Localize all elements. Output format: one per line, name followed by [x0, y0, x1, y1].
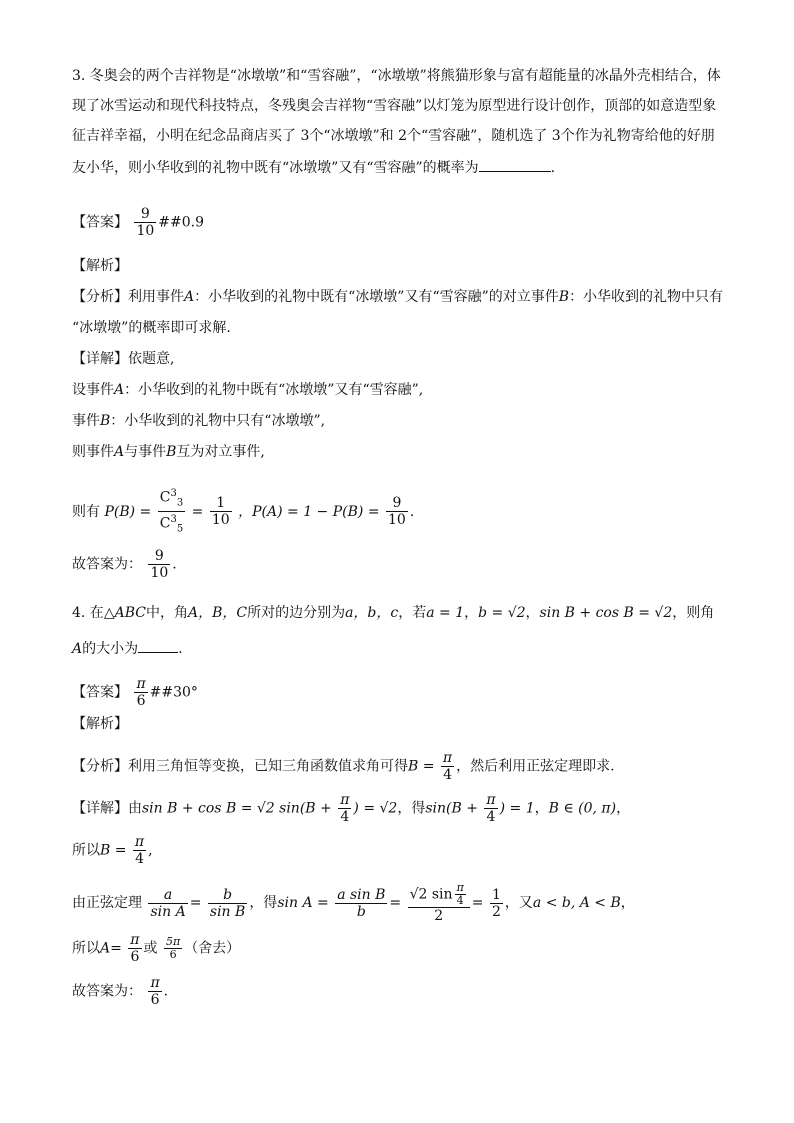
pi-over-6 — [128, 932, 141, 965]
text: 互为对立事件, — [176, 444, 265, 460]
math: ) = √2 — [353, 800, 398, 817]
text: ，若 — [398, 605, 427, 621]
q3-detail-line-1 — [72, 349, 174, 369]
math: sin(B + — [425, 800, 478, 817]
text: 所以 — [72, 940, 100, 957]
c-symbol: C — [159, 516, 171, 533]
text: 所以 — [72, 842, 100, 859]
text: ， — [525, 605, 540, 621]
answer-alt: ##30° — [149, 684, 198, 701]
denominator: 6 — [169, 948, 177, 961]
equals: = — [471, 895, 484, 911]
sub: 3 — [176, 497, 184, 509]
root2-sin-fraction — [408, 882, 470, 924]
pi-over-4 — [441, 750, 454, 783]
text: ，然后利用正弦定理即求. — [456, 758, 615, 775]
text: ，得 — [249, 895, 278, 911]
pi-over-4 — [338, 792, 351, 825]
text: 故答案为： — [72, 983, 142, 1000]
equals: = — [389, 895, 402, 911]
math: A，B，C — [187, 605, 248, 621]
text: 设事件 — [72, 382, 114, 398]
denominator: 4 — [443, 767, 452, 783]
text: ，得 — [397, 800, 426, 817]
denominator: 6 — [150, 992, 160, 1008]
a-over-sin-a — [148, 887, 187, 920]
text: ，又 — [504, 895, 533, 911]
denominator: 10 — [136, 223, 155, 239]
text: ，则角 — [672, 605, 715, 621]
math: b = √2 — [478, 605, 526, 621]
text: , — [148, 842, 153, 859]
numerator: 1 — [210, 495, 232, 512]
text: ：小华收到的礼物中只有“冰墩墩”, — [110, 413, 326, 429]
text: ， — [616, 800, 631, 817]
equals: = — [191, 503, 204, 520]
numerator: a sin B — [337, 886, 386, 903]
numerator: π — [442, 750, 453, 766]
q3-line-2: 现了冰雪运动和现代科技特点，冬残奥会吉祥物“雪容融”以灯笼为原型进行设计创作，顶部的如意造型象 — [72, 98, 717, 114]
text: 事件 — [72, 413, 100, 429]
period: . — [163, 983, 169, 1000]
numerator: b — [208, 887, 247, 904]
var-a: A — [184, 289, 195, 305]
numerator — [408, 882, 470, 908]
denominator: sin B — [209, 903, 246, 920]
math: B = — [100, 842, 127, 859]
q3-detail-line-4 — [72, 442, 265, 462]
math: a < b, A < B — [532, 895, 621, 911]
result-fraction-2 — [386, 495, 408, 528]
q4-line-1 — [72, 603, 714, 623]
one-half — [490, 887, 503, 920]
q3-fenxi-line-2: “冰墩墩”的概率即可求解. — [72, 320, 231, 336]
period: . — [550, 160, 556, 176]
text: 所对的边分别为 — [247, 605, 346, 621]
text: 故答案为： — [72, 556, 142, 573]
sup: 3 — [170, 488, 177, 499]
math: a，b，c — [345, 605, 399, 621]
denominator: 4 — [340, 809, 350, 825]
text: 由正弦定理 — [72, 895, 142, 911]
denominator: 2 — [491, 903, 501, 920]
numerator: 9 — [134, 206, 156, 223]
q3-line-4-text: 友小华，则小华收到的礼物中既有“冰墩墩”又有“雪容融”的概率为 — [72, 160, 479, 176]
numerator: a — [148, 887, 187, 904]
q3-line-3: 征吉祥幸福，小明在纪念品商店买了 3个“冰墩墩”和 2个“雪容融”，随机选了 3个作为礼物寄给他的好朋 — [72, 128, 715, 144]
q4-law-of-sines-line — [72, 882, 635, 924]
period: . — [178, 641, 183, 657]
q4-fenxi-line — [72, 750, 615, 783]
q3-final-answer — [72, 548, 177, 581]
sup: 3 — [170, 514, 177, 526]
var-b: B — [166, 444, 177, 460]
math: A= — [100, 940, 122, 957]
var-b: B — [558, 289, 570, 305]
text: ：小华收到的礼物中只有 — [569, 289, 724, 305]
text: 则事件 — [72, 444, 114, 460]
formula-pa: ，P(A) = 1 − P(B) = — [238, 503, 380, 520]
analysis-tag: 【解析】 — [72, 716, 128, 732]
answer-blank — [138, 638, 178, 653]
text: 依题意, — [128, 351, 175, 367]
text: 由 — [128, 800, 142, 817]
answer-tag: 【答案】 — [72, 214, 128, 231]
numerator: 5π — [165, 935, 181, 948]
numerator: π — [486, 792, 496, 808]
result-fraction — [210, 495, 232, 528]
text: 的大小为 — [82, 641, 139, 657]
var-b: B — [100, 413, 111, 429]
numerator: 1 — [491, 886, 501, 903]
text: 与事件 — [124, 444, 167, 460]
text: √2 sin — [409, 886, 453, 903]
final-fraction — [148, 975, 161, 1008]
q4-so-line — [72, 834, 153, 867]
5pi-over-6 — [164, 936, 182, 961]
formula-pb: P(B) = — [104, 503, 152, 520]
q3-detail-line-2 — [72, 380, 423, 400]
numerator — [158, 486, 185, 512]
numerator: π — [150, 975, 160, 991]
q4-result-line — [72, 932, 240, 965]
fenxi-tag: 【分析】 — [72, 758, 128, 775]
period: . — [172, 556, 177, 573]
math: sin A = — [277, 895, 329, 911]
detail-tag: 【详解】 — [72, 351, 128, 367]
pi-over-4 — [484, 792, 497, 825]
var-a: A — [114, 444, 125, 460]
text: ， — [620, 895, 635, 911]
math: B ∈ (0, π) — [548, 800, 617, 817]
answer-fraction — [134, 206, 156, 239]
q4-analysis-tag — [72, 714, 128, 734]
text: （舍去） — [184, 940, 241, 957]
c-symbol: C — [159, 489, 171, 506]
math: ) = 1 — [499, 800, 535, 817]
q3-line-4 — [72, 157, 555, 178]
denominator: 10 — [211, 512, 230, 529]
text: ， — [464, 605, 479, 621]
asinb-over-b — [335, 887, 387, 920]
denominator: 10 — [388, 512, 406, 529]
analysis-tag: 【解析】 — [72, 258, 128, 274]
denominator — [158, 512, 185, 537]
numerator: π — [130, 932, 140, 948]
combination-fraction — [158, 486, 185, 538]
denominator: 6 — [130, 949, 140, 965]
pi-over-4 — [455, 882, 466, 907]
text: ：小华收到的礼物中既有“冰墩墩”又有“雪容融”的对立事件 — [194, 289, 559, 305]
text: 则有 — [72, 503, 100, 520]
sub: 5 — [176, 523, 184, 535]
denominator: b — [356, 903, 366, 920]
text: ， — [534, 800, 549, 817]
denominator: 4 — [456, 894, 464, 907]
text: 利用事件 — [128, 289, 184, 305]
text: ：小华收到的礼物中既有“冰墩墩”又有“雪容融”, — [124, 382, 424, 398]
q4-final-answer — [72, 975, 168, 1008]
answer-blank — [479, 157, 551, 172]
numerator: 9 — [148, 548, 170, 565]
numerator: 9 — [386, 495, 408, 512]
q4-answer — [72, 676, 198, 709]
numerator: π — [340, 792, 350, 808]
answer-fraction — [134, 676, 147, 709]
var-a: A — [114, 382, 125, 398]
numerator: π — [136, 676, 146, 692]
period: . — [409, 503, 415, 520]
denominator: sin A — [150, 903, 186, 920]
text: 4. 在 — [72, 605, 104, 621]
q3-detail-line-3 — [72, 411, 325, 431]
q4-line-2 — [72, 638, 183, 659]
b-over-sin-b — [208, 887, 247, 920]
math: A — [72, 641, 83, 657]
text: 或 — [143, 940, 158, 957]
final-fraction — [148, 548, 170, 581]
numerator: π — [134, 834, 145, 850]
q4-detail-line — [72, 792, 630, 825]
denominator: 4 — [135, 851, 144, 867]
math: sin B + cos B = √2 sin(B + — [142, 800, 332, 817]
pi-over-4 — [133, 834, 146, 867]
text: 中，角 — [145, 605, 188, 621]
math: a = 1 — [426, 605, 465, 621]
answer-alt: ##0.9 — [158, 214, 205, 231]
detail-tag: 【详解】 — [72, 800, 128, 817]
fenxi-tag: 【分析】 — [72, 289, 128, 305]
denominator: 6 — [136, 693, 146, 709]
q3-answer — [72, 206, 204, 239]
math: B = — [408, 758, 435, 775]
denominator: 10 — [150, 565, 169, 581]
numerator: π — [456, 881, 464, 894]
q3-line-1: 3. 冬奥会的两个吉祥物是“冰墩墩”和“雪容融”，“冰墩墩”将熊猫形象与富有超能量的冰晶外壳相结合，体 — [72, 68, 721, 84]
q3-formula-line — [72, 486, 414, 538]
denominator: 2 — [434, 908, 444, 924]
math: sin B + cos B = √2 — [539, 605, 673, 621]
denominator: 4 — [486, 809, 496, 825]
q3-fenxi-line-1 — [72, 287, 723, 307]
math: △ABC — [103, 605, 146, 621]
answer-tag: 【答案】 — [72, 684, 128, 701]
text: 利用三角恒等变换，已知三角函数值求角可得 — [128, 758, 408, 775]
q3-analysis-tag — [72, 256, 128, 276]
equals: = — [189, 895, 202, 911]
